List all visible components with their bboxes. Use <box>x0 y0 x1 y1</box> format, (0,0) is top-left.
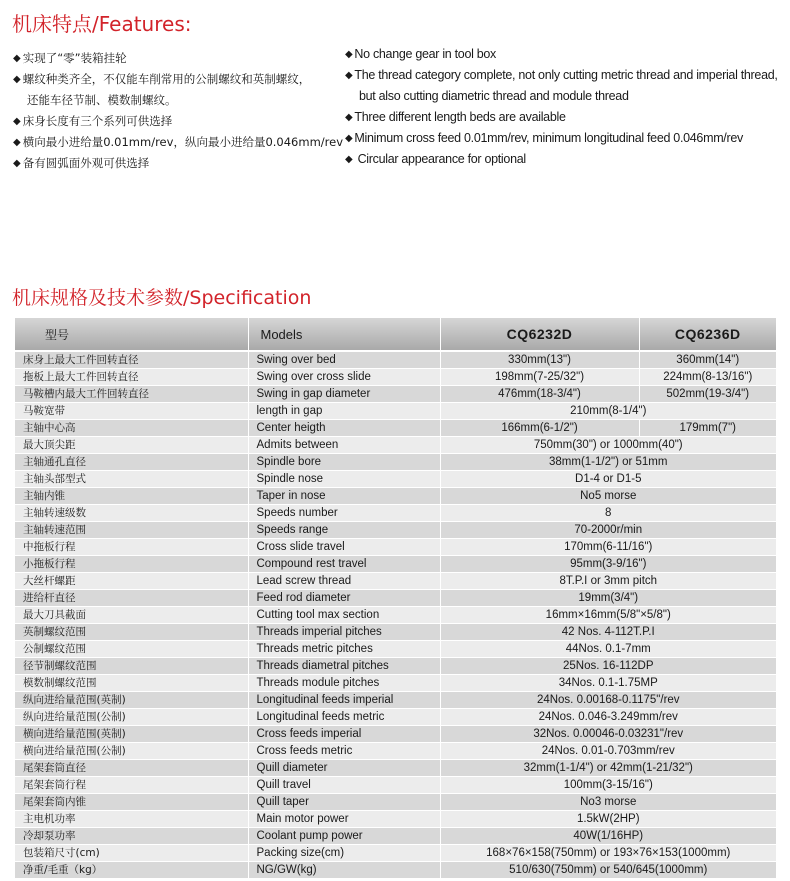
header-model-cq6232d: CQ6232D <box>440 318 639 351</box>
row-label-cn: 小拖板行程 <box>15 556 248 573</box>
row-value-shared: 168×76×158(750mm) or 193×76×153(1000mm) <box>440 845 776 862</box>
feature-text: 螺纹种类齐全，不仅能车削常用的公制螺纹和英制螺纹， <box>22 72 311 86</box>
row-value-shared: 95mm(3-9/16") <box>440 556 776 573</box>
diamond-bullet-icon: ◆ <box>13 137 21 148</box>
row-label-en: Threads imperial pitches <box>248 624 440 641</box>
diamond-bullet-icon: ◆ <box>345 154 353 165</box>
table-row <box>15 539 776 556</box>
row-label-cn: 马鞍宽带 <box>15 403 248 420</box>
feature-item <box>345 65 785 107</box>
row-label-cn: 尾架套筒直径 <box>15 760 248 777</box>
row-value-shared: 210mm(8-1/4") <box>440 403 776 420</box>
row-label-en: Threads module pitches <box>248 675 440 692</box>
row-label-cn: 纵向进给量范围(公制) <box>15 709 248 726</box>
row-value-shared: 25Nos. 16-112DP <box>440 658 776 675</box>
feature-text: 实现了“零”装箱挂轮 <box>22 51 127 65</box>
row-value-shared: 44Nos. 0.1-7mm <box>440 641 776 658</box>
diamond-bullet-icon: ◆ <box>345 70 353 81</box>
feature-item <box>13 132 343 153</box>
row-value-shared: 750mm(30") or 1000mm(40") <box>440 437 776 454</box>
features-list-en <box>345 44 785 170</box>
row-label-en: Packing size(cm) <box>248 845 440 862</box>
table-row <box>15 862 776 879</box>
row-value-shared: D1-4 or D1-5 <box>440 471 776 488</box>
diamond-bullet-icon: ◆ <box>345 133 353 144</box>
row-label-cn: 尾架套筒行程 <box>15 777 248 794</box>
table-row <box>15 386 776 403</box>
header-cn: 型号 <box>15 318 248 351</box>
row-label-en: Main motor power <box>248 811 440 828</box>
row-label-en: Threads diametral pitches <box>248 658 440 675</box>
table-row <box>15 556 776 573</box>
table-row <box>15 777 776 794</box>
table-row <box>15 692 776 709</box>
row-label-en: Spindle bore <box>248 454 440 471</box>
table-row <box>15 454 776 471</box>
feature-item <box>345 44 785 65</box>
table-row <box>15 811 776 828</box>
row-value-shared: 24Nos. 0.01-0.703mm/rev <box>440 743 776 760</box>
row-label-cn: 最大刀具截面 <box>15 607 248 624</box>
row-label-en: Spindle nose <box>248 471 440 488</box>
row-label-cn: 马鞍槽内最大工件回转直径 <box>15 386 248 403</box>
features-list-cn <box>13 48 343 174</box>
feature-text: 横向最小进给量0.01mm/rev，纵向最小进给量0.046mm/rev <box>22 135 343 149</box>
row-label-cn: 包装箱尺寸(cm) <box>15 845 248 862</box>
row-label-en: Swing over bed <box>248 351 440 369</box>
row-label-cn: 最大顶尖距 <box>15 437 248 454</box>
row-value-cq6232d: 330mm(13") <box>440 351 639 369</box>
feature-item <box>345 149 785 170</box>
row-label-en: Longitudinal feeds imperial <box>248 692 440 709</box>
row-value-shared: 38mm(1-1/2") or 51mm <box>440 454 776 471</box>
row-value-shared: 16mm×16mm(5/8"×5/8") <box>440 607 776 624</box>
row-label-cn: 尾架套筒内锥 <box>15 794 248 811</box>
row-value-shared: 32mm(1-1/4") or 42mm(1-21/32") <box>440 760 776 777</box>
feature-item <box>345 107 785 128</box>
table-row <box>15 437 776 454</box>
row-value-shared: 40W(1/16HP) <box>440 828 776 845</box>
table-row <box>15 624 776 641</box>
row-label-en: Cross feeds metric <box>248 743 440 760</box>
row-value-shared: 510/630(750mm) or 540/645(1000mm) <box>440 862 776 879</box>
row-value-cq6232d: 198mm(7-25/32") <box>440 369 639 386</box>
diamond-bullet-icon: ◆ <box>13 116 21 127</box>
feature-item <box>13 153 343 174</box>
header-models: Models <box>248 318 440 351</box>
row-label-en: Center heigth <box>248 420 440 437</box>
row-label-cn: 纵向进给量范围(英制) <box>15 692 248 709</box>
feature-text: Minimum cross feed 0.01mm/rev, minimum longitudinal feed 0.046mm/rev <box>354 131 743 145</box>
row-label-cn: 床身上最大工件回转直径 <box>15 351 248 369</box>
row-label-en: Cross feeds imperial <box>248 726 440 743</box>
row-label-en: Compound rest travel <box>248 556 440 573</box>
table-row <box>15 607 776 624</box>
row-label-cn: 拖板上最大工件回转直径 <box>15 369 248 386</box>
row-label-en: Quill travel <box>248 777 440 794</box>
row-label-en: Taper in nose <box>248 488 440 505</box>
row-value-shared: 32Nos. 0.00046-0.03231"/rev <box>440 726 776 743</box>
row-value-shared: 24Nos. 0.046-3.249mm/rev <box>440 709 776 726</box>
row-value-cq6236d: 502mm(19-3/4") <box>639 386 776 403</box>
specification-title: 机床规格及技术参数/Specification <box>12 287 312 309</box>
row-label-cn: 冷却泵功率 <box>15 828 248 845</box>
row-value-cq6232d: 166mm(6-1/2") <box>440 420 639 437</box>
specification-table <box>15 318 776 879</box>
row-value-shared: 24Nos. 0.00168-0.1175"/rev <box>440 692 776 709</box>
row-label-en: Admits between <box>248 437 440 454</box>
row-value-shared: 34Nos. 0.1-1.75MP <box>440 675 776 692</box>
table-row <box>15 351 776 369</box>
row-value-shared: 42 Nos. 4-112T.P.I <box>440 624 776 641</box>
row-label-cn: 中拖板行程 <box>15 539 248 556</box>
row-value-cq6236d: 179mm(7") <box>639 420 776 437</box>
feature-item <box>345 128 785 149</box>
table-row <box>15 471 776 488</box>
row-label-cn: 进给杆直径 <box>15 590 248 607</box>
header-model-cq6236d: CQ6236D <box>639 318 776 351</box>
table-row <box>15 369 776 386</box>
table-row <box>15 573 776 590</box>
table-row <box>15 828 776 845</box>
table-row <box>15 488 776 505</box>
row-value-shared: 170mm(6-11/16") <box>440 539 776 556</box>
row-label-en: NG/GW(kg) <box>248 862 440 879</box>
row-label-cn: 主轴转速范围 <box>15 522 248 539</box>
row-label-en: Speeds range <box>248 522 440 539</box>
diamond-bullet-icon: ◆ <box>345 49 353 60</box>
feature-item <box>13 69 343 111</box>
row-label-en: Quill taper <box>248 794 440 811</box>
diamond-bullet-icon: ◆ <box>13 158 21 169</box>
table-row <box>15 658 776 675</box>
row-label-en: Lead screw thread <box>248 573 440 590</box>
row-value-shared: 70-2000r/min <box>440 522 776 539</box>
feature-text: 还能车径节制、模数制螺纹。 <box>27 93 177 107</box>
row-value-shared: No5 morse <box>440 488 776 505</box>
feature-text: No change gear in tool box <box>354 47 496 61</box>
row-label-cn: 净重/毛重（kg） <box>15 862 248 879</box>
diamond-bullet-icon: ◆ <box>13 53 21 64</box>
row-label-cn: 主轴通孔直径 <box>15 454 248 471</box>
row-value-shared: 100mm(3-15/16") <box>440 777 776 794</box>
table-row <box>15 726 776 743</box>
table-row <box>15 760 776 777</box>
row-label-cn: 主轴内锥 <box>15 488 248 505</box>
row-label-cn: 径节制螺纹范围 <box>15 658 248 675</box>
row-value-cq6236d: 360mm(14") <box>639 351 776 369</box>
table-row <box>15 794 776 811</box>
feature-item <box>13 111 343 132</box>
row-label-cn: 主电机功率 <box>15 811 248 828</box>
table-row <box>15 845 776 862</box>
row-value-shared: 1.5kW(2HP) <box>440 811 776 828</box>
row-value-shared: 19mm(3/4") <box>440 590 776 607</box>
row-label-cn: 模数制螺纹范围 <box>15 675 248 692</box>
row-label-cn: 主轴中心高 <box>15 420 248 437</box>
table-row <box>15 675 776 692</box>
row-label-en: Swing over cross slide <box>248 369 440 386</box>
row-label-cn: 横向进给量范围(英制) <box>15 726 248 743</box>
row-label-en: Feed rod diameter <box>248 590 440 607</box>
table-row <box>15 641 776 658</box>
table-body <box>15 351 776 879</box>
feature-text: 备有圆弧面外观可供选择 <box>22 156 150 170</box>
row-label-cn: 大丝杆螺距 <box>15 573 248 590</box>
row-label-cn: 公制螺纹范围 <box>15 641 248 658</box>
row-label-en: Quill diameter <box>248 760 440 777</box>
table-row <box>15 709 776 726</box>
feature-item <box>13 48 343 69</box>
row-value-shared: No3 morse <box>440 794 776 811</box>
row-label-cn: 横向进给量范围(公制) <box>15 743 248 760</box>
table-row <box>15 590 776 607</box>
row-label-en: Speeds number <box>248 505 440 522</box>
row-label-cn: 英制螺纹范围 <box>15 624 248 641</box>
table-row <box>15 522 776 539</box>
feature-text: 床身长度有三个系列可供选择 <box>22 114 173 128</box>
row-label-cn: 主轴头部型式 <box>15 471 248 488</box>
feature-text: Three different length beds are available <box>354 110 566 124</box>
row-value-shared: 8T.P.I or 3mm pitch <box>440 573 776 590</box>
table-row <box>15 505 776 522</box>
row-label-en: Coolant pump power <box>248 828 440 845</box>
feature-text: but also cutting diametric thread and module thread <box>359 89 629 103</box>
table-row <box>15 420 776 437</box>
row-label-en: Cutting tool max section <box>248 607 440 624</box>
row-label-en: Swing in gap diameter <box>248 386 440 403</box>
row-label-en: Threads metric pitches <box>248 641 440 658</box>
feature-text: The thread category complete, not only cutting metric thread and imperial thread, <box>354 68 778 82</box>
diamond-bullet-icon: ◆ <box>13 74 21 85</box>
row-label-en: length in gap <box>248 403 440 420</box>
row-label-en: Longitudinal feeds metric <box>248 709 440 726</box>
row-label-en: Cross slide travel <box>248 539 440 556</box>
row-value-cq6232d: 476mm(18-3/4") <box>440 386 639 403</box>
row-value-cq6236d: 224mm(8-13/16") <box>639 369 776 386</box>
table-row <box>15 743 776 760</box>
row-value-shared: 8 <box>440 505 776 522</box>
feature-text: Circular appearance for optional <box>354 152 526 166</box>
diamond-bullet-icon: ◆ <box>345 112 353 123</box>
features-title: 机床特点/Features: <box>12 12 192 36</box>
table-header-row <box>15 318 776 351</box>
row-label-cn: 主轴转速级数 <box>15 505 248 522</box>
table-row <box>15 403 776 420</box>
